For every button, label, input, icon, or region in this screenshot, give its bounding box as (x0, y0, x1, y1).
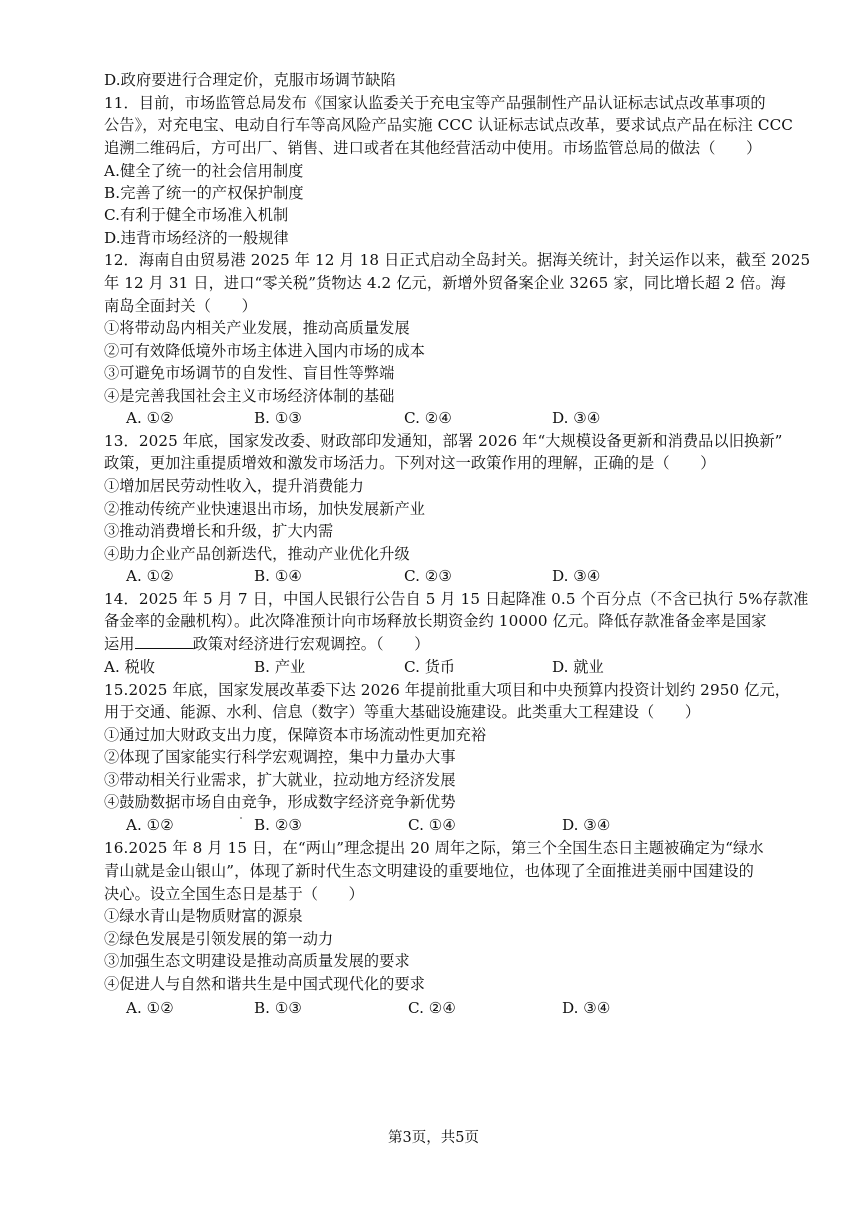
q11-stem-line-2: 公告》，对充电宝、电动自行车等高风险产品实施 CCC 认证标志试点改革，要求试点产品在标注 CCC (104, 116, 794, 134)
q14-choice-d: D. 就业 (552, 658, 604, 676)
q12-statement-1: ①将带动岛内相关产业发展，推动高质量发展 (104, 319, 410, 337)
q14-stem-line-1: 14．2025 年 5 月 7 日，中国人民银行公告自 5 月 15 日起降准 0.5 个百分点（不含已执行 5%存款准 (104, 590, 809, 608)
q15-statement-1: ①通过加大财政支出力度，保障资本市场流动性更加充裕 (104, 726, 487, 744)
q12-choice-d: D. ③④ (552, 409, 601, 427)
q12-stem-line-1: 12．海南自由贸易港 2025 年 12 月 18 日正式启动全岛封关。据海关统计，封关运作以来，截至 2025 (104, 251, 811, 269)
q13-statement-3: ③推动消费增长和升级，扩大内需 (104, 522, 334, 540)
q16-choice-c: C. ②④ (408, 999, 456, 1017)
q15-choices (104, 815, 764, 835)
q12-choice-b: B. ①③ (254, 409, 303, 427)
q15-choice-c: C. ①④ (408, 816, 456, 834)
q13-statement-4: ④助力企业产品创新迭代，推动产业优化升级 (104, 545, 410, 563)
q12-stem-line-2: 年 12 月 31 日，进口“零关税”货物达 4.2 亿元，新增外贸备案企业 3265 家，同比增长超 2 倍。海 (104, 274, 786, 292)
q15-choice-a: A. ①② (126, 816, 174, 834)
q11-option-b: B.完善了统一的产权保护制度 (104, 184, 304, 202)
q11-stem-line-3: 追溯二维码后，方可出厂、销售、进口或者在其他经营活动中使用。市场监管总局的做法（ ） (104, 139, 762, 157)
q12-choice-c: C. ②④ (404, 409, 452, 427)
q15-stem-line-1: 15.2025 年底，国家发展改革委下达 2026 年提前批重大项目和中央预算内投资计划约 2950 亿元， (104, 681, 791, 699)
q14-choice-b: B. 产业 (254, 658, 306, 676)
q11-option-d: D.违背市场经济的一般规律 (104, 229, 289, 247)
q13-choice-b: B. ①④ (254, 567, 303, 585)
q15-stem-line-2: 用于交通、能源、水利、信息（数字）等重大基础设施建设。此类重大工程建设（ ） (104, 703, 701, 721)
q14-choice-c: C. 货币 (404, 658, 456, 676)
q16-statement-4: ④促进人与自然和谐共生是中国式现代化的要求 (104, 975, 426, 993)
q15-statement-3: ③带动相关行业需求，扩大就业，拉动地方经济发展 (104, 771, 456, 789)
q16-statement-3: ③加强生态文明建设是推动高质量发展的要求 (104, 952, 410, 970)
q15-statement-4: ④鼓励数据市场自由竞争，形成数字经济竞争新优势 (104, 793, 456, 811)
q13-stem-line-2: 政策，更加注重提质增效和激发市场活力。下列对这一政策作用的理解，正确的是（ ） (104, 454, 716, 472)
q13-choice-a: A. ①② (126, 567, 174, 585)
q16-choice-b: B. ①③ (254, 999, 303, 1017)
scan-speck (240, 817, 242, 819)
q14-stem-before-blank: 运用 (104, 635, 135, 653)
q12-choices (104, 408, 764, 428)
q12-statement-2: ②可有效降低境外市场主体进入国内市场的成本 (104, 342, 426, 360)
q14-choices (104, 657, 764, 677)
q15-choice-d: D. ③④ (562, 816, 611, 834)
q16-choices (104, 998, 764, 1018)
q11-option-a: A.健全了统一的社会信用制度 (104, 162, 304, 180)
page-number: 第3页，共5页 (388, 1130, 479, 1146)
q12-statement-3: ③可避免市场调节的自发性、盲目性等弊端 (104, 364, 395, 382)
q14-answer-blank (135, 634, 193, 649)
q15-choice-b: B. ②③ (254, 816, 303, 834)
q13-choice-d: D. ③④ (552, 567, 601, 585)
q12-choice-a: A. ①② (126, 409, 174, 427)
q16-stem-line-1: 16.2025 年 8 月 15 日，在“两山”理念提出 20 周年之际，第三个全国生态日主题被确定为“绿水 (104, 839, 764, 857)
q16-choice-d: D. ③④ (562, 999, 611, 1017)
q16-stem-line-3: 决心。设立全国生态日是基于（ ） (104, 885, 364, 903)
q12-stem-line-3: 南岛全面封关（ ） (104, 297, 257, 315)
q16-statement-2: ②绿色发展是引领发展的第一动力 (104, 930, 334, 948)
q14-stem-after-blank: 政策对经济进行宏观调控。（ ） (192, 635, 430, 653)
q13-statement-2: ②推动传统产业快速退出市场，加快发展新产业 (104, 500, 426, 518)
q16-statement-1: ①绿水青山是物质财富的源泉 (104, 907, 303, 925)
q16-stem-line-2: 青山就是金山银山”，体现了新时代生态文明建设的重要地位，也体现了全面推进美丽中国建设的 (104, 862, 754, 880)
q13-choice-c: C. ②③ (404, 567, 452, 585)
q14-stem-line-3 (104, 634, 430, 654)
q16-choice-a: A. ①② (126, 999, 174, 1017)
q13-choices (104, 566, 764, 586)
q15-statement-2: ②体现了国家能实行科学宏观调控，集中力量办大事 (104, 748, 456, 766)
q12-statement-4: ④是完善我国社会主义市场经济体制的基础 (104, 387, 395, 405)
q13-stem-line-1: 13．2025 年底，国家发改委、财政部印发通知，部署 2026 年“大规模设备更新和消费品以旧换新” (104, 432, 783, 450)
q14-choice-a: A. 税收 (104, 658, 155, 676)
q10-option-d: D.政府要进行合理定价，克服市场调节缺陷 (104, 71, 396, 89)
q11-stem-line-1: 11．目前，市场监管总局发布《国家认监委关于充电宝等产品强制性产品认证标志试点改革事项的 (104, 94, 766, 112)
q11-option-c: C.有利于健全市场准入机制 (104, 206, 289, 224)
q14-stem-line-2: 备金率的金融机构）。此次降准预计向市场释放长期资金约 10000 亿元。降低存款准备金率是国家 (104, 612, 767, 630)
q13-statement-1: ①增加居民劳动性收入，提升消费能力 (104, 477, 364, 495)
